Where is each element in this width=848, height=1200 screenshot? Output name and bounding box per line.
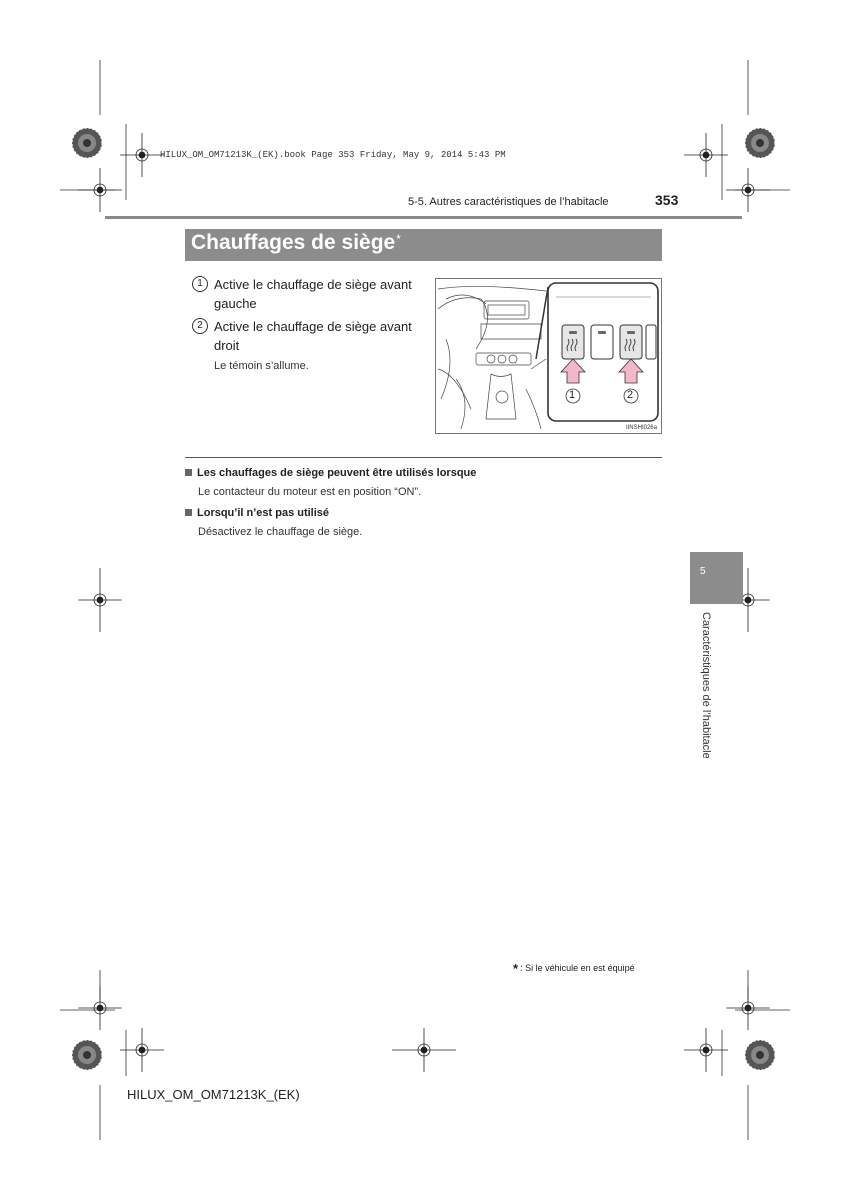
- section-heading-text: Les chauffages de siège peuvent être utilisés lorsque: [197, 467, 477, 479]
- footnote: [513, 961, 635, 976]
- footnote-asterisk: *: [513, 961, 519, 976]
- item-number-1: 1: [192, 276, 208, 292]
- arrow-layer: [436, 279, 661, 433]
- footer-code: HILUX_OM_OM71213K_(EK): [127, 1087, 300, 1102]
- section-divider: [185, 457, 662, 458]
- callout-2: 2: [627, 389, 634, 401]
- section-heading-1: [185, 467, 476, 479]
- footnote-text: : Si le véhicule en est équipé: [520, 963, 635, 973]
- arrow-2: [619, 359, 643, 383]
- seat-heater-illustration: [435, 278, 662, 434]
- section-heading-2: [185, 507, 329, 519]
- chapter-label: Caractéristiques de l’habitacle: [700, 612, 712, 759]
- title-bar: [185, 229, 662, 261]
- item-text-1: Active le chauffage de siège avant gauche: [214, 277, 412, 311]
- figure-code: IINSHI026a: [625, 425, 657, 431]
- header-rule: [105, 216, 742, 219]
- title-asterisk: *: [396, 232, 401, 246]
- square-bullet-icon: [185, 509, 192, 516]
- page-title: [191, 231, 401, 255]
- title-text: Chauffages de siège: [191, 231, 396, 254]
- page-number: 353: [655, 192, 679, 208]
- item-text-2: Active le chauffage de siège avant droit: [214, 319, 412, 353]
- item-number-2: 2: [192, 318, 208, 334]
- chapter-tab: [690, 552, 743, 604]
- section-body-1: Le contacteur du moteur est en position “ON”.: [198, 486, 422, 498]
- running-header: 5-5. Autres caractéristiques de l’habitacle: [408, 196, 609, 208]
- indicator-note: Le témoin s’allume.: [214, 360, 309, 372]
- print-info: HILUX_OM_OM71213K_(EK).book Page 353 Friday, May 9, 2014 5:43 PM: [160, 150, 506, 160]
- callout-1: 1: [569, 389, 576, 401]
- section-body-2: Désactivez le chauffage de siège.: [198, 526, 363, 538]
- section-heading-text: Lorsqu’il n’est pas utilisé: [197, 507, 330, 519]
- list-item: [192, 275, 427, 315]
- arrow-1: [561, 359, 585, 383]
- list-item: [192, 317, 427, 357]
- square-bullet-icon: [185, 469, 192, 476]
- chapter-number: 5: [700, 566, 706, 577]
